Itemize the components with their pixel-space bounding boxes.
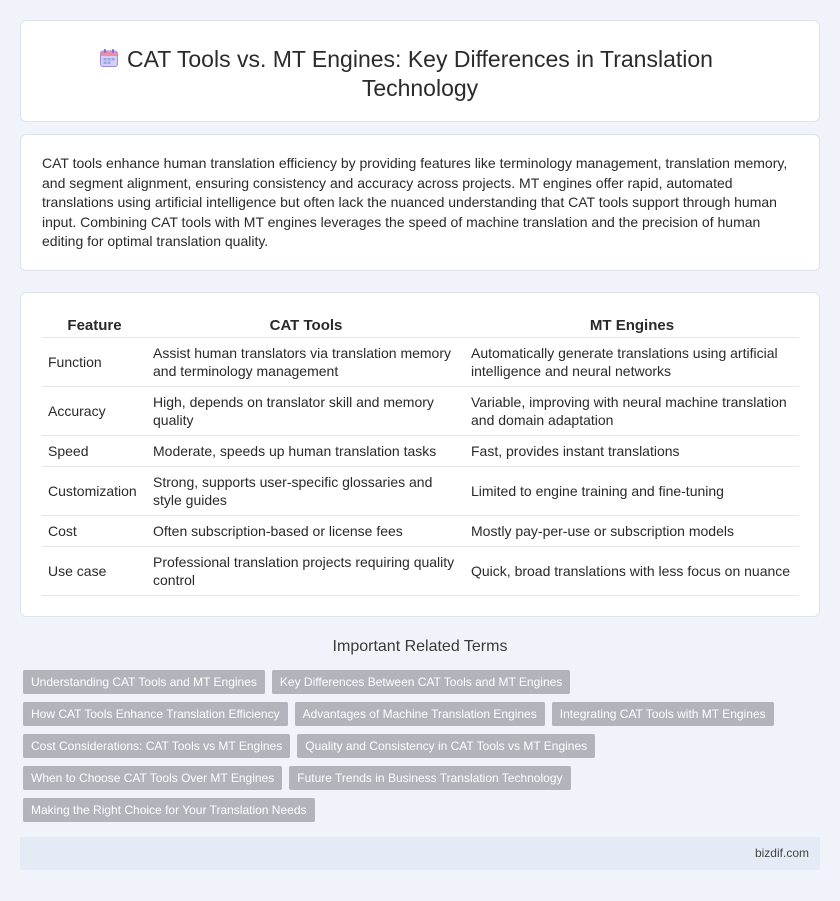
title-card: [20, 20, 820, 122]
mt-cell: Automatically generate translations using artificial intelligence and neural networks: [465, 338, 799, 387]
intro-paragraph: CAT tools enhance human translation efficiency by providing features like terminology management, translation memory, and segment alignment, ensuring consistency and accuracy across projects. MT engines offer rapid, automated translations using artificial intelligence but often lack the nuanced understanding that CAT tools support through human input. Combining CAT tools with MT engines leverages the speed of machine translation and the precision of human editing for optimal translation quality.: [42, 155, 788, 250]
feature-cell: Accuracy: [42, 387, 147, 436]
feature-cell: Cost: [42, 516, 147, 547]
table-row: [42, 338, 799, 387]
table-row: [42, 436, 799, 467]
table-row: [42, 467, 799, 516]
site-link[interactable]: bizdif.com: [754, 846, 809, 860]
mt-cell: Fast, provides instant translations: [465, 436, 799, 467]
related-term-link[interactable]: Understanding CAT Tools and MT Engines: [23, 670, 265, 694]
cat-cell: High, depends on translator skill and memory quality: [147, 387, 465, 436]
related-terms-heading: Important Related Terms: [332, 638, 508, 655]
cat-cell: Often subscription-based or license fees: [147, 516, 465, 547]
related-term-link[interactable]: Advantages of Machine Translation Engines: [295, 702, 545, 726]
intro-card: [20, 134, 820, 271]
related-term-link[interactable]: Integrating CAT Tools with MT Engines: [552, 702, 774, 726]
related-term-link[interactable]: Making the Right Choice for Your Translation Needs: [23, 798, 315, 822]
comparison-table: [42, 315, 799, 596]
cat-cell: Assist human translators via translation memory and terminology management: [147, 338, 465, 387]
table-header-row: [42, 315, 799, 338]
mt-cell: Variable, improving with neural machine translation and domain adaptation: [465, 387, 799, 436]
related-term-link[interactable]: Key Differences Between CAT Tools and MT Engines: [272, 670, 570, 694]
related-terms-list: [23, 670, 803, 830]
table-row: [42, 516, 799, 547]
related-term-link[interactable]: Quality and Consistency in CAT Tools vs MT Engines: [297, 734, 595, 758]
header-mt-engines: MT Engines: [465, 315, 799, 338]
cat-cell: Professional translation projects requiring quality control: [147, 547, 465, 596]
feature-cell: Speed: [42, 436, 147, 467]
related-term-link[interactable]: Cost Considerations: CAT Tools vs MT Engines: [23, 734, 290, 758]
feature-cell: Customization: [42, 467, 147, 516]
feature-cell: Use case: [42, 547, 147, 596]
related-term-link[interactable]: How CAT Tools Enhance Translation Efficiency: [23, 702, 288, 726]
page-title: CAT Tools vs. MT Engines: Key Differences in Translation Technology: [127, 46, 713, 101]
cat-cell: Strong, supports user-specific glossaries and style guides: [147, 467, 465, 516]
related-term-link[interactable]: When to Choose CAT Tools Over MT Engines: [23, 766, 282, 790]
feature-cell: Function: [42, 338, 147, 387]
cat-cell: Moderate, speeds up human translation tasks: [147, 436, 465, 467]
table-row: [42, 547, 799, 596]
mt-cell: Quick, broad translations with less focus on nuance: [465, 547, 799, 596]
header-feature: Feature: [42, 315, 147, 338]
table-row: [42, 387, 799, 436]
header-cat-tools: CAT Tools: [147, 315, 465, 338]
mt-cell: Limited to engine training and fine-tuning: [465, 467, 799, 516]
related-term-link[interactable]: Future Trends in Business Translation Technology: [289, 766, 570, 790]
footer: [20, 837, 820, 870]
comparison-card: [20, 292, 820, 617]
mt-cell: Mostly pay-per-use or subscription models: [465, 516, 799, 547]
